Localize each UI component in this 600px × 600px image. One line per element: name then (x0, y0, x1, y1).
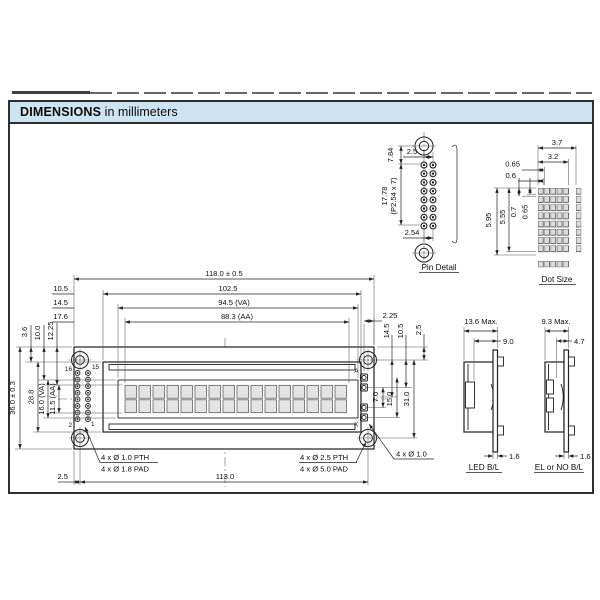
dim-hole-to-centerline: 14.5 (382, 323, 391, 339)
anode-label: A (354, 368, 359, 375)
dim-dot-height: 0.65 (520, 204, 530, 220)
dot-size-title: Dot Size (541, 275, 573, 284)
el-bl-title: EL or NO B/L (534, 463, 584, 472)
dim-edge-to-hole: 2.5 (414, 324, 423, 336)
led-tab-top (498, 357, 504, 366)
character-grid-16x2 (124, 385, 348, 414)
dim-hole-to-ak: 10.5 (396, 323, 405, 339)
dim-overall-width: 118.0 ± 0.5 (205, 269, 243, 278)
dim-aa-width: 88.3 (AA) (220, 312, 254, 321)
dim-overall-height: 36.0 ± 0.3 (8, 381, 17, 415)
dim-bezel-top-inset: 3.6 (20, 326, 29, 338)
interface-pins (75, 370, 96, 423)
dim-char-height: 5.55 (498, 209, 507, 225)
connector-bracket (452, 145, 457, 243)
bezel-bottom-strip (109, 424, 355, 430)
dim-aa-height: 11.5 (AA) (48, 383, 57, 415)
callout-large-hole-pad: 4 x Ø 5.0 PAD (300, 464, 348, 474)
dim-hole-span-h: 113.0 (215, 472, 235, 481)
led-bl-title: LED B/L (468, 463, 500, 472)
callout-small-hole-pad: 4 x Ø 1.8 PAD (101, 464, 149, 474)
side-view-el (534, 317, 591, 473)
dim-ak-outer: 15.0 (385, 391, 394, 407)
el-pad-top (547, 380, 554, 394)
dim-el-pcb-thickness: 1.6 (580, 452, 591, 461)
pin-detail-title: Pin Detail (421, 263, 457, 272)
section-title: DIMENSIONS (20, 105, 102, 119)
dim-dot-pitch-x: 0.65 (505, 159, 520, 169)
bezel-top-strip (109, 365, 355, 371)
dim-aa-offset: 17.6 (53, 312, 68, 321)
led-tab-bottom (498, 426, 504, 435)
pin-number-16: 16 (64, 366, 72, 373)
callout-backlight-holes: 4 x Ø 1.0 (396, 449, 427, 459)
dim-edge-to-ak: 2.25 (382, 311, 398, 320)
cathode-label: K (354, 421, 359, 429)
dim-va-offset: 14.5 (53, 298, 68, 307)
dim-bezel-height: 28.8 (26, 389, 36, 405)
dim-pin-col-pitch: 2.54 (404, 228, 420, 237)
section-subtitle: in millimeters (101, 105, 178, 119)
side-view-led (464, 317, 520, 473)
led-window (466, 382, 475, 408)
el-pad-bottom (547, 398, 554, 412)
dim-hole-to-pin1: 7.84 (386, 147, 395, 163)
dim-pin-field-note: (P2.54 x 7) (389, 177, 398, 215)
dim-va-width: 94.5 (VA) (218, 298, 250, 307)
dim-char-width-outer: 3.7 (551, 138, 563, 147)
dim-va-top-inset: 10.0 (33, 325, 42, 341)
dim-led-depth: 9.0 (503, 337, 514, 346)
dim-dot-pitch-y: 0.7 (509, 206, 518, 218)
led-pcb (493, 350, 498, 452)
dim-led-depth-max: 13.6 Max. (464, 317, 498, 326)
dim-va-height: 16.0 (VA) (37, 383, 46, 415)
dim-char-width: 3.2 (547, 152, 559, 161)
dim-pin-field: 17.78 (380, 186, 389, 206)
dim-led-pcb-thickness: 1.6 (509, 452, 520, 461)
pin-number-15: 15 (92, 364, 100, 371)
callout-large-hole-pth: 4 x Ø 2.5 PTH (300, 453, 349, 462)
dot-matrix-gap-row (538, 261, 569, 267)
dim-hole-span-v: 31.0 (402, 391, 411, 407)
dim-aa-top-inset: 12.25 (46, 321, 55, 341)
pin-number-2: 2 (68, 422, 72, 429)
dot-size-view (484, 138, 581, 285)
el-body (545, 362, 564, 432)
dim-ak-inner: 7.0 (371, 391, 380, 403)
dim-pin-col-offset: 2.5 (406, 147, 418, 156)
dim-char-height-outer: 5.95 (484, 212, 493, 228)
dim-bezel-offset: 10.5 (53, 284, 68, 293)
dim-bezel-width: 102.5 (218, 284, 238, 293)
dot-matrix-gap-column (576, 188, 581, 253)
dim-el-depth: 4.7 (574, 337, 585, 346)
el-tab-bottom (569, 426, 575, 435)
dot-matrix-5x8 (538, 188, 569, 253)
dim-el-depth-max: 9.3 Max. (541, 317, 571, 326)
el-pcb (564, 350, 569, 452)
pin-detail-view (380, 132, 459, 273)
dim-dot-width: 0.6 (505, 171, 516, 180)
pin-detail-pins (420, 161, 438, 231)
callout-small-hole-pth: 4 x Ø 1.0 PTH (101, 453, 150, 462)
dim-hole-inset: 2.5 (57, 472, 68, 481)
pin-number-1: 1 (91, 421, 95, 428)
el-tab-top (569, 357, 575, 366)
